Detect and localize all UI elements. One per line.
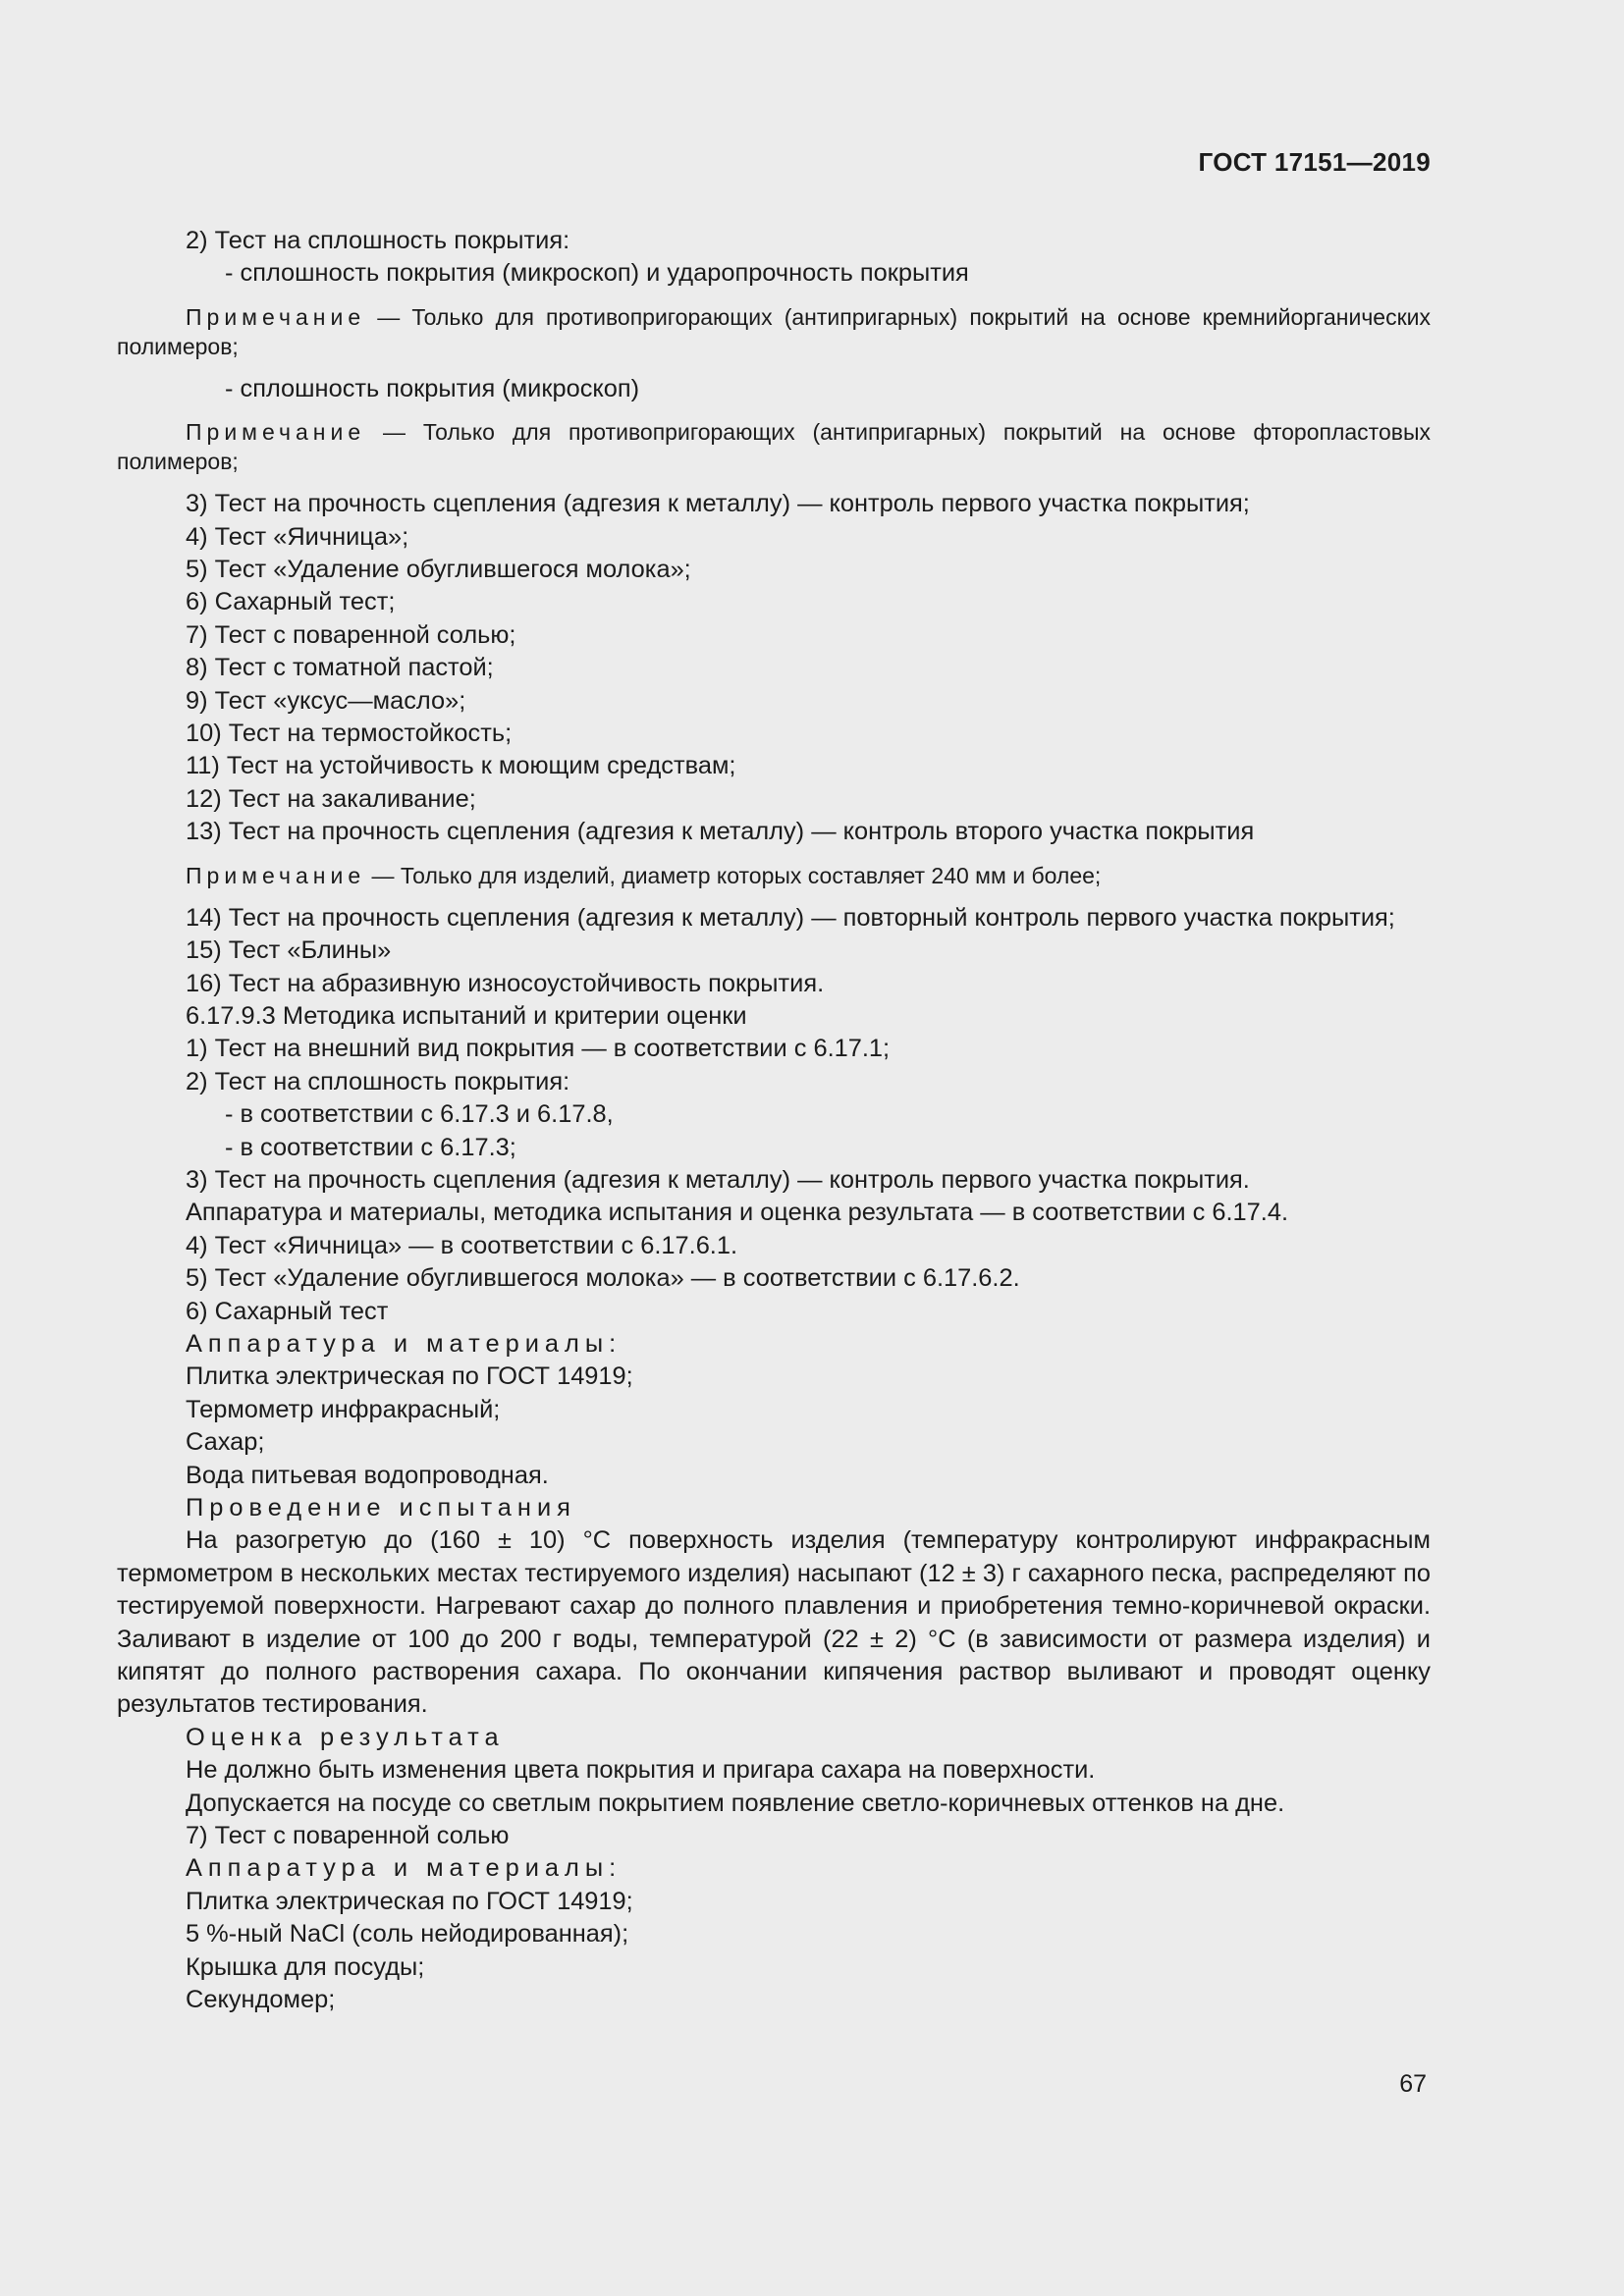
list-item: - в соответствии с 6.17.3 и 6.17.8, bbox=[225, 1100, 614, 1129]
list-item: 5) Тест «Удаление обуглившегося молока»; bbox=[186, 556, 691, 584]
note-label: Примечание bbox=[186, 862, 366, 888]
paragraph: Термометр инфракрасный; bbox=[186, 1395, 501, 1423]
paragraph: Крышка для посуды; bbox=[186, 1952, 425, 1981]
list-item: 4) Тест «Яичница» — в соответствии с 6.17.6.1. bbox=[186, 1231, 738, 1259]
list-item: 6) Сахарный тест; bbox=[186, 588, 396, 616]
list-item: 1) Тест на внешний вид покрытия — в соответствии с 6.17.1; bbox=[186, 1035, 891, 1063]
list-item: - в соответствии с 6.17.3; bbox=[225, 1133, 516, 1161]
list-item: 15) Тест «Блины» bbox=[186, 936, 392, 965]
list-item: 4) Тест «Яичница»; bbox=[186, 522, 409, 551]
note bbox=[117, 861, 1431, 890]
section-heading: 6.17.9.3 Методика испытаний и критерии оценки bbox=[186, 1001, 747, 1030]
paragraph: Плитка электрическая по ГОСТ 14919; bbox=[186, 1887, 633, 1915]
subheading: Оценка результата bbox=[186, 1723, 505, 1751]
subheading: Аппаратура и материалы: bbox=[186, 1329, 623, 1358]
note bbox=[117, 302, 1431, 361]
list-item: - сплошность покрытия (микроскоп) bbox=[225, 374, 640, 402]
list-item: 3) Тест на прочность сцепления (адгезия к металлу) — контроль первого участка покрытия. bbox=[186, 1165, 1250, 1194]
paragraph: Вода питьевая водопроводная. bbox=[186, 1461, 549, 1489]
note-text: — Только для противопригорающих (антипригарных) покрытий на основе фторопластовых полимеров; bbox=[117, 419, 1431, 475]
list-item: 2) Тест на сплошность покрытия: bbox=[186, 227, 570, 254]
list-item: 7) Тест с поваренной солью bbox=[186, 1822, 510, 1850]
list-item: 16) Тест на абразивную износоустойчивость покрытия. bbox=[186, 969, 825, 997]
note bbox=[117, 417, 1431, 476]
subheading: Аппаратура и материалы: bbox=[186, 1854, 623, 1883]
paragraph: 5 %-ный NaCl (соль нейодированная); bbox=[186, 1920, 629, 1949]
list-item: 10) Тест на термостойкость; bbox=[186, 720, 513, 748]
note-label: Примечание bbox=[186, 419, 366, 446]
paragraph: На разогретую до (160 ± 10) °С поверхность изделия (температуру контролируют инфракрасным термометром в нескольких местах тестируемого изделия) насыпают (12 ± 3) г сахарного песка, распределяют по тестируемой поверхности. Нагревают сахар до полного плавления и приобретения темно-коричневой окраски. Заливают в изделие от 100 до 200 г воды, температурой (22 ± 2) °С (в зависимости от размера изделия) и кипятят до полного растворения сахара. По окончании кипячения раствор выливают и проводят оценку результатов тестирования. bbox=[117, 1526, 1431, 1719]
paragraph: Плитка электрическая по ГОСТ 14919; bbox=[186, 1362, 633, 1391]
paragraph: Сахар; bbox=[186, 1428, 265, 1457]
page-number: 67 bbox=[1399, 2070, 1427, 2098]
list-item: 12) Тест на закаливание; bbox=[186, 784, 476, 813]
paragraph: Допускается на посуде со светлым покрытием появление светло-коричневых оттенков на дне. bbox=[186, 1789, 1285, 1817]
note-label: Примечание bbox=[186, 303, 366, 330]
note-text: — Только для изделий, диаметр которых составляет 240 мм и более; bbox=[365, 862, 1102, 888]
note-text: — Только для противопригорающих (антипригарных) покрытий на основе кремнийорганических полимеров; bbox=[117, 303, 1431, 359]
list-item: 7) Тест с поваренной солью; bbox=[186, 620, 516, 649]
document-body bbox=[117, 225, 1431, 2017]
list-item: 9) Тест «уксус—масло»; bbox=[186, 686, 466, 715]
paragraph: Не должно быть изменения цвета покрытия и пригара сахара на поверхности. bbox=[186, 1756, 1096, 1785]
list-item: 8) Тест с томатной пастой; bbox=[186, 654, 494, 682]
list-item: 11) Тест на устойчивость к моющим средствам; bbox=[186, 752, 736, 780]
list-item: 6) Сахарный тест bbox=[186, 1297, 389, 1325]
list-item: 5) Тест «Удаление обуглившегося молока» — в соответствии с 6.17.6.2. bbox=[186, 1264, 1020, 1293]
document-header: ГОСТ 17151—2019 bbox=[1198, 147, 1431, 177]
subheading: Проведение испытания bbox=[186, 1494, 576, 1522]
list-item: 2) Тест на сплошность покрытия: bbox=[186, 1067, 570, 1095]
paragraph: Секундомер; bbox=[186, 1986, 336, 2014]
paragraph: Аппаратура и материалы, методика испытания и оценка результата — в соответствии с 6.17.4. bbox=[186, 1199, 1289, 1227]
list-item: 13) Тест на прочность сцепления (адгезия к металлу) — контроль второго участка покрытия bbox=[186, 818, 1255, 846]
list-item: - сплошность покрытия (микроскоп) и ударопрочность покрытия bbox=[225, 259, 969, 288]
list-item: 14) Тест на прочность сцепления (адгезия к металлу) — повторный контроль первого участка покрытия; bbox=[186, 903, 1395, 932]
list-item: 3) Тест на прочность сцепления (адгезия к металлу) — контроль первого участка покрытия; bbox=[186, 490, 1250, 518]
